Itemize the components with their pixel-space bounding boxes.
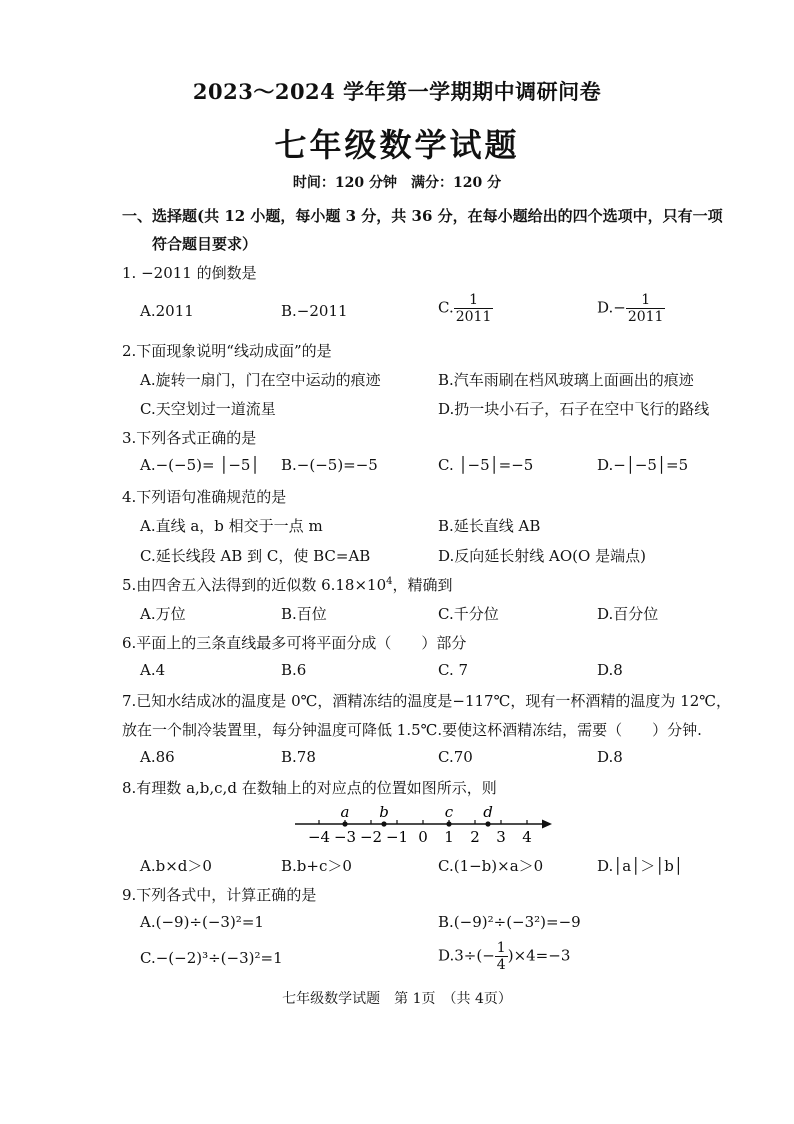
question-2-option-a: A.旋转一扇门，门在空中运动的痕迹: [140, 371, 381, 389]
axis-tick-label: 1: [444, 828, 454, 846]
question-1-option-a: A.2011: [140, 302, 194, 320]
question-7-stem-line2: 放在一个制冷装置里，每分钟温度可降低 1.5℃.要使这杯酒精冻结，需要（ ）分钟.: [122, 721, 702, 739]
section-heading-cont: 符合题目要求）: [152, 235, 258, 253]
question-5-option-a: A.万位: [140, 605, 186, 623]
question-4-option-b: B.延长直线 AB: [438, 517, 541, 535]
question-5-stem-post: ，精确到: [392, 576, 453, 594]
question-5-exponent: 4: [386, 576, 393, 587]
fraction-numerator: 1: [641, 292, 651, 308]
question-3-option-d: D.−│−5│=5: [597, 456, 689, 474]
question-7-option-d: D.8: [597, 748, 623, 766]
point-label-b: b: [379, 803, 389, 821]
question-7-option-b: B.78: [281, 748, 316, 766]
question-3-option-b: B.−(−5)=−5: [281, 456, 378, 474]
question-6-option-b: B.6: [281, 661, 307, 679]
question-7-stem-line1: 7.已知水结成冰的温度是 0℃，酒精冻结的温度是−117℃，现有一杯酒精的温度为 12℃，: [122, 692, 732, 710]
point-marker-c: [446, 821, 451, 826]
question-8-option-a: A.b×d＞0: [140, 857, 212, 875]
option-c-prefix: C.: [438, 298, 454, 317]
page-footer: 七年级数学试题 第 1页 （共 4页）: [282, 991, 512, 1007]
axis-tick-label: 4: [522, 828, 532, 846]
question-1-option-c: [438, 292, 493, 325]
question-8-option-b: B.b+c＞0: [281, 857, 352, 875]
point-label-d: d: [483, 803, 493, 821]
question-3-stem: 3.下列各式正确的是: [122, 429, 257, 447]
question-9-option-b: B.(−9)²÷(−3²)=−9: [438, 913, 581, 931]
point-marker-a: [342, 821, 347, 826]
question-5-stem-pre: 5.由四舍五入法得到的近似数 6.18×10: [122, 576, 387, 594]
axis-tick-label: −3: [333, 828, 357, 846]
page-title: 七年级数学试题: [274, 126, 520, 164]
axis-tick-label: 2: [470, 828, 480, 846]
question-5-option-d: D.百分位: [597, 605, 659, 623]
number-line-figure: [290, 798, 560, 850]
question-9-option-c: C.−(−2)³÷(−3)²=1: [140, 949, 283, 967]
axis-tick-label: 3: [496, 828, 506, 846]
question-8-option-d: D.│a│＞│b│: [597, 857, 683, 875]
option-d-post: )×4=−3: [507, 946, 571, 965]
point-marker-b: [381, 821, 386, 826]
axis-tick-label: −1: [385, 828, 409, 846]
option-d-pre: D.3÷(−: [438, 946, 495, 965]
fraction-denominator: 2011: [627, 309, 664, 325]
axis-arrow-icon: [542, 820, 552, 829]
question-4-option-a: A.直线 a，b 相交于一点 m: [140, 517, 323, 535]
question-8-stem: 8.有理数 a,b,c,d 在数轴上的对应点的位置如图所示，则: [122, 779, 497, 797]
question-4-stem: 4.下列语句准确规范的是: [122, 488, 287, 506]
question-8-option-c: C.(1−b)×a＞0: [438, 857, 544, 875]
question-9-option-d: [438, 940, 570, 973]
fraction-denominator: 4: [496, 957, 506, 973]
axis-tick-label: −2: [359, 828, 383, 846]
fraction-numerator: 1: [469, 292, 478, 308]
question-1-stem: 1. −2011 的倒数是: [122, 264, 257, 282]
point-marker-d: [485, 821, 490, 826]
option-d-prefix: D.−: [597, 298, 626, 317]
question-6-stem: 6.平面上的三条直线最多可将平面分成（ ）部分: [122, 634, 467, 652]
question-9-option-a: A.(−9)÷(−3)²=1: [140, 913, 264, 931]
point-label-c: c: [444, 803, 454, 821]
question-5-option-c: C.千分位: [438, 605, 499, 623]
point-label-a: a: [340, 803, 350, 821]
question-2-option-b: B.汽车雨刷在档风玻璃上面画出的痕迹: [438, 371, 694, 389]
question-5-option-b: B.百位: [281, 605, 327, 623]
fraction: [495, 940, 508, 973]
fraction-denominator: 2011: [455, 309, 492, 325]
question-5-stem: [122, 574, 453, 595]
section-heading: 一、选择题(共 12 小题，每小题 3 分，共 36 分，在每小题给出的四个选项中，只有一项: [122, 207, 723, 225]
question-1-option-b: B.−2011: [281, 302, 348, 320]
question-6-option-d: D.8: [597, 661, 623, 679]
question-7-option-a: A.86: [140, 748, 175, 766]
fraction: [454, 292, 494, 325]
question-4-option-d: D.反向延长射线 AO(O 是端点): [438, 547, 646, 565]
question-2-option-c: C.天空划过一道流星: [140, 400, 276, 418]
question-6-option-c: C. 7: [438, 661, 469, 679]
question-7-option-c: C.70: [438, 748, 473, 766]
question-3-option-a: A.−(−5)= │−5│: [140, 456, 260, 474]
question-9-stem: 9.下列各式中，计算正确的是: [122, 886, 317, 904]
exam-header-line: 2023～2024 学年第一学期期中调研问卷: [192, 79, 602, 104]
question-4-option-c: C.延长线段 AB 到 C，使 BC=AB: [140, 547, 371, 565]
question-6-option-a: A.4: [140, 661, 166, 679]
question-3-option-c: C. │−5│=−5: [438, 456, 534, 474]
fraction-numerator: 1: [496, 940, 506, 956]
question-2-stem: 2.下面现象说明“线动成面”的是: [122, 342, 332, 360]
fraction: [626, 292, 666, 325]
exam-meta: 时间：120 分钟 满分：120 分: [292, 175, 502, 191]
axis-tick-label: −4: [307, 828, 331, 846]
question-1-option-d: [597, 292, 665, 325]
axis-tick-label: 0: [418, 828, 428, 846]
question-2-option-d: D.扔一块小石子，石子在空中飞行的路线: [438, 400, 710, 418]
